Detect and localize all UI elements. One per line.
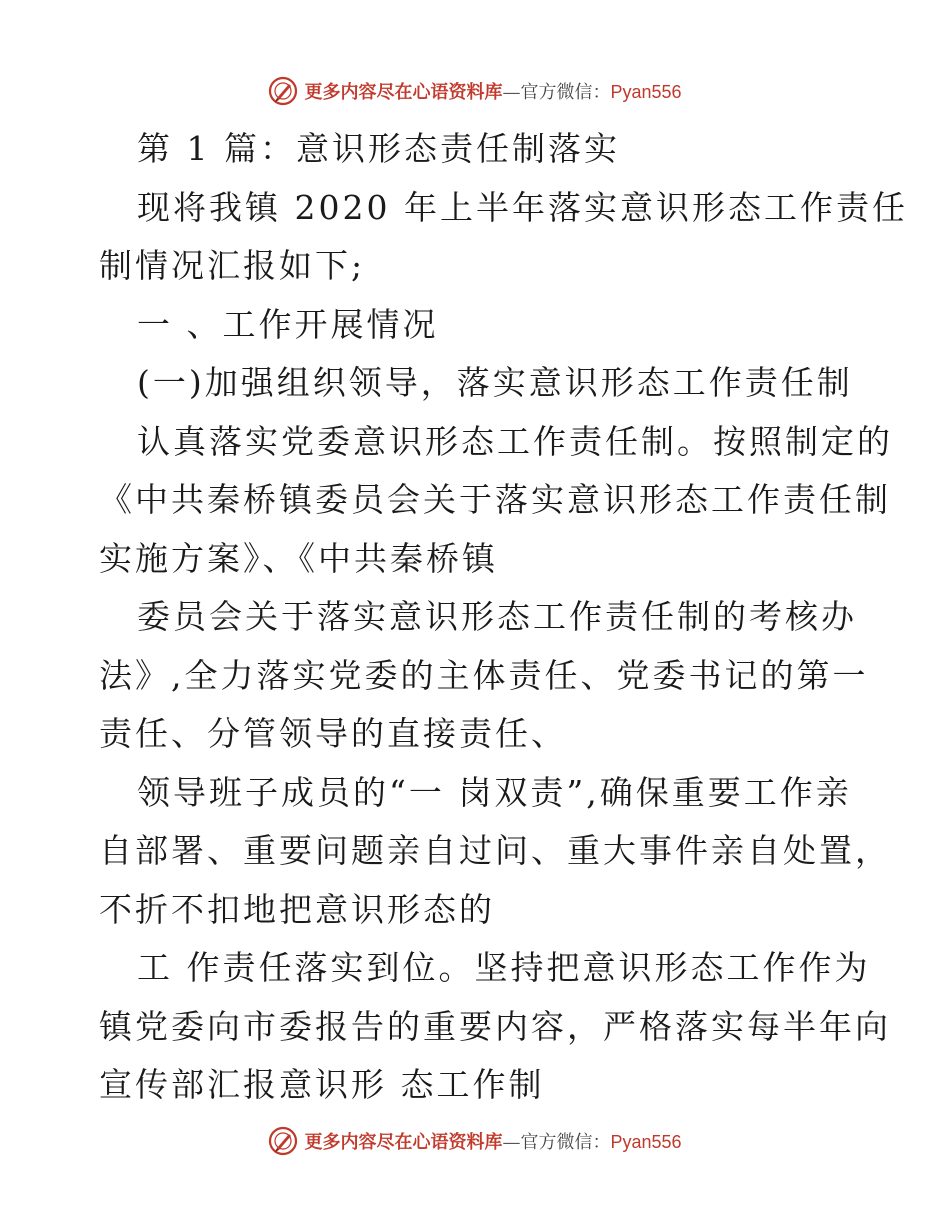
paragraph-line: 认真落实党委意识形态工作责任制。按照制定的 bbox=[137, 421, 893, 461]
subsection-heading: (一)加强组织领导，落实意识形态工作责任制 bbox=[137, 363, 853, 402]
paragraph-line: 法》,全力落实党委的主体责任、党委书记的第一 bbox=[99, 655, 869, 695]
paragraph-line: 实施方案》、《中共秦桥镇 bbox=[99, 538, 498, 578]
document-title: 第 1 篇：意识形态责任制落实 bbox=[137, 129, 620, 168]
quill-logo-icon bbox=[268, 76, 298, 106]
watermark-separator: — bbox=[502, 82, 521, 103]
watermark-text bbox=[304, 78, 681, 104]
watermark-wechat-id: Pyan556 bbox=[610, 1132, 682, 1152]
watermark-official: 官方微信： bbox=[520, 1132, 611, 1153]
paragraph-line: 委员会关于落实意识形态工作责任制的考核办 bbox=[137, 597, 857, 636]
watermark-main: 更多内容尽在心语资料库 bbox=[304, 1132, 503, 1153]
watermark-official: 官方微信： bbox=[520, 82, 611, 103]
document-body bbox=[99, 120, 908, 1115]
paragraph-line: 宣传部汇报意识形 态工作制 bbox=[99, 1065, 545, 1104]
watermark-footer bbox=[0, 1121, 950, 1161]
paragraph-line: 现将我镇 2020 年上半年落实意识形态工作责任 bbox=[137, 187, 908, 227]
watermark-separator: — bbox=[502, 1132, 521, 1153]
section-heading: 一 、工作开展情况 bbox=[137, 304, 439, 344]
watermark-header bbox=[0, 71, 950, 111]
paragraph-line: 自部署、重要问题亲自过问、重大事件亲自处置， bbox=[99, 831, 891, 870]
paragraph-line: 领导班子成员的“一 岗双责”,确保重要工作亲 bbox=[137, 772, 852, 812]
paragraph-line: 制情况汇报如下; bbox=[99, 246, 366, 285]
watermark-wechat-id: Pyan556 bbox=[610, 82, 682, 102]
paragraph-line: 《中共秦桥镇委员会关于落实意识形态工作责任制 bbox=[99, 480, 891, 519]
paragraph-line: 工 作责任落实到位。坚持把意识形态工作作为 bbox=[137, 948, 871, 987]
watermark-main: 更多内容尽在心语资料库 bbox=[304, 82, 503, 103]
paragraph-line: 责任、分管领导的直接责任、 bbox=[99, 714, 567, 753]
watermark-text bbox=[304, 1128, 681, 1154]
quill-logo-icon bbox=[268, 1126, 298, 1156]
paragraph-line: 不折不扣地把意识形态的 bbox=[99, 889, 495, 929]
paragraph-line: 镇党委向市委报告的重要内容，严格落实每半年向 bbox=[99, 1006, 891, 1046]
